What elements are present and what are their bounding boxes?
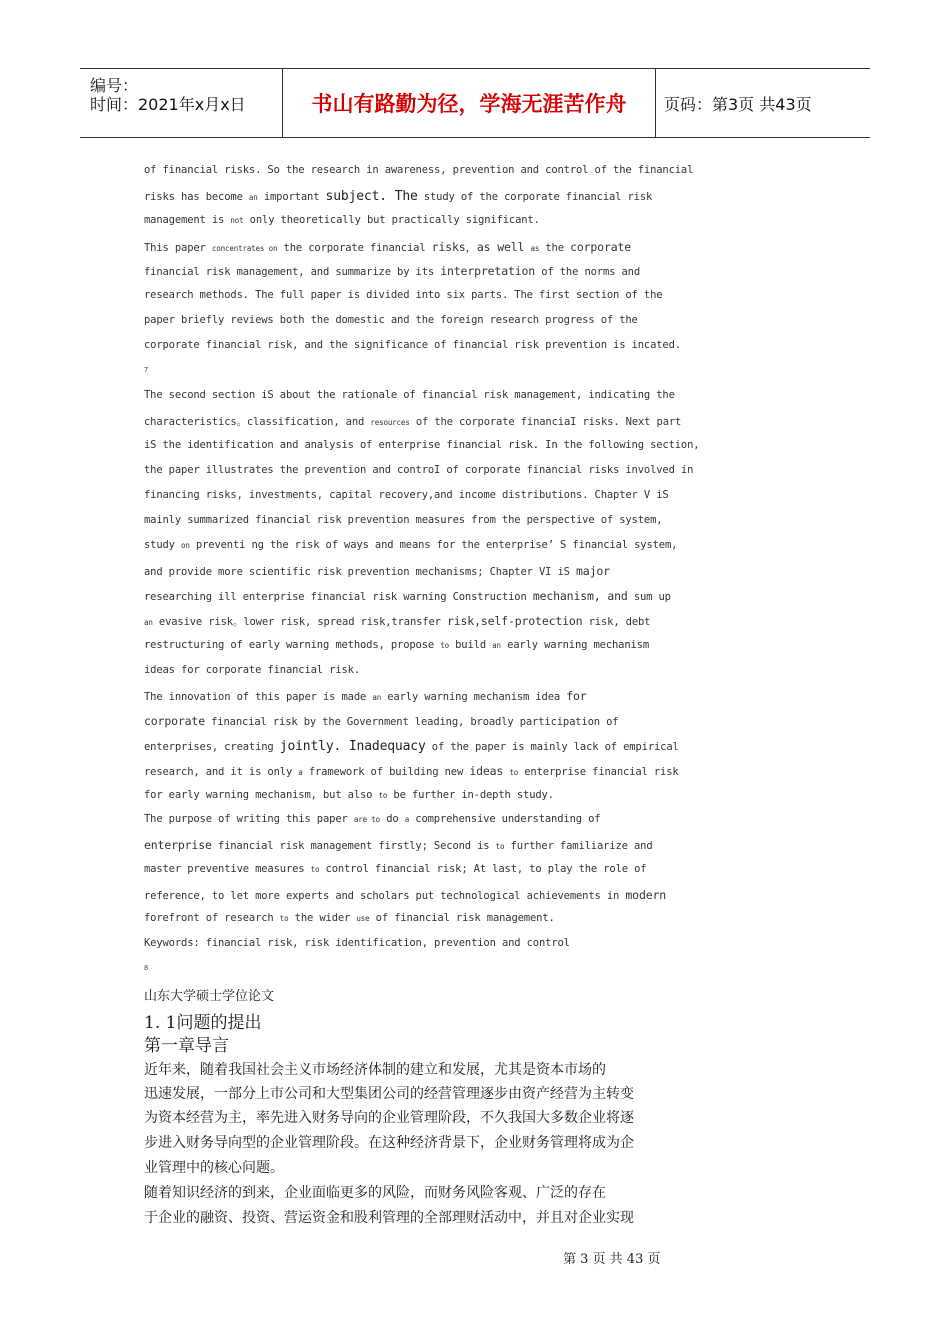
- header-page-info: 页码：第3页 共43页: [664, 94, 812, 114]
- abstract-line: iS the identification and analysis of enterprise financial risk. In the following section,: [144, 439, 700, 451]
- section-heading: 1. 1问题的提出: [144, 1013, 262, 1033]
- abstract-line: The second section iS about the rationale of financial risk management, indicating the: [144, 389, 675, 401]
- abstract-line: of financial risks. So the research in awareness, prevention and control of the financial: [144, 164, 694, 176]
- page-marker: 8: [144, 964, 149, 972]
- paragraph-line: 业管理中的核心问题。: [144, 1160, 284, 1176]
- abstract-line: researching ill enterprise financial risk warning Construction mechanism, and sum up: [144, 589, 671, 603]
- abstract-line: and provide more scientific risk prevention mechanisms; Chapter VI iS major: [144, 564, 610, 578]
- keywords-line: Keywords: financial risk, risk identification, prevention and control: [144, 937, 570, 949]
- chapter-heading: 第一章导言: [144, 1036, 229, 1056]
- paragraph-line: 近年来，随着我国社会主义市场经济体制的建立和发展，尤其是资本市场的: [144, 1062, 606, 1078]
- abstract-line: The innovation of this paper is made an early warning mechanism idea for: [144, 689, 587, 703]
- abstract-line: financial risk management, and summarize by its interpretation of the norms and: [144, 264, 640, 278]
- abstract-line: This paper concentrates on the corporate financial risks，as well as the corporate: [144, 240, 632, 254]
- abstract-line: ideas for corporate financial risk.: [144, 664, 361, 676]
- university-thesis-label: 山东大学硕士学位论文: [144, 989, 275, 1004]
- abstract-line: the paper illustrates the prevention and controI of corporate financial risks involved in: [144, 464, 694, 476]
- abstract-line: reference, to let more experts and scholars put technological achievements in modern: [144, 888, 667, 902]
- paragraph-line: 迅速发展，一部分上市公司和大型集团公司的经营管理逐步由资产经营为主转变: [144, 1086, 634, 1102]
- abstract-line: restructuring of early warning methods, propose to build an early warning mechanism: [144, 639, 650, 651]
- abstract-line: corporate financial risk by the Government leading, broadly participation of: [144, 714, 619, 728]
- abstract-line: risks has become an important subject. The study of the corporate financial risk: [144, 189, 653, 204]
- abstract-line: management is not only theoretically but practically significant.: [144, 214, 540, 226]
- abstract-line: corporate financial risk, and the significance of financial risk prevention is incated.: [144, 339, 681, 351]
- paragraph-line: 为资本经营为主，率先进入财务导向的企业管理阶段，不久我国大多数企业将逐: [144, 1110, 634, 1126]
- abstract-line: study on preventi ng the risk of ways and means for the enterprise’ S financial system,: [144, 539, 678, 551]
- abstract-line: an evasive risk。lower risk, spread risk,transfer risk,self-protection risk, debt: [144, 614, 651, 628]
- abstract-line: characteristics。classification, and resources of the corporate financiaI risks. Next part: [144, 416, 682, 428]
- abstract-line: paper briefly reviews both the domestic and the foreign research progress of the: [144, 314, 638, 326]
- paragraph-line: 步进入财务导向型的企业管理阶段。在这种经济背景下，企业财务管理将成为企: [144, 1135, 634, 1151]
- serial-number-label: 编号：: [90, 76, 139, 95]
- header-meta-cell: [80, 69, 283, 137]
- page-marker: 7: [144, 366, 149, 374]
- header-motto-cell: [283, 69, 656, 137]
- abstract-line: master preventive measures to control financial risk; At last, to play the role of: [144, 863, 647, 875]
- abstract-line: financing risks, investments, capital recovery,and income distributions. Chapter V iS: [144, 489, 669, 501]
- abstract-line: mainly summarized financial risk prevention measures from the perspective of system,: [144, 514, 663, 526]
- abstract-line: forefront of research to the wider use of financial risk management.: [144, 912, 555, 924]
- abstract-line: research methods. The full paper is divided into six parts. The first section of the: [144, 289, 663, 301]
- paragraph-line: 随着知识经济的到来，企业面临更多的风险，而财务风险客观、广泛的存在: [144, 1185, 606, 1201]
- abstract-line: The purpose of writing this paper are to do a comprehensive understanding of: [144, 813, 601, 825]
- header-page-cell: [656, 69, 878, 137]
- abstract-line: enterprises, creating jointly. Inadequacy of the paper is mainly lack of empirical: [144, 739, 679, 754]
- motto-text: 书山有路勤为径，学海无涯苦作舟: [311, 92, 627, 116]
- document-header: [80, 68, 870, 138]
- page-footer: 第 3 页 共 43 页: [563, 1252, 661, 1267]
- abstract-line: research, and it is only a framework of building new ideas to enterprise financial risk: [144, 764, 679, 778]
- date-label: 时间：2021年x月x日: [90, 95, 246, 114]
- paragraph-line: 于企业的融资、投资、营运资金和股利管理的全部理财活动中，并且对企业实现: [144, 1210, 634, 1226]
- abstract-line: for early warning mechanism, but also to be further in-depth study.: [144, 789, 554, 801]
- abstract-line: enterprise financial risk management firstly; Second is to further familiarize and: [144, 838, 653, 852]
